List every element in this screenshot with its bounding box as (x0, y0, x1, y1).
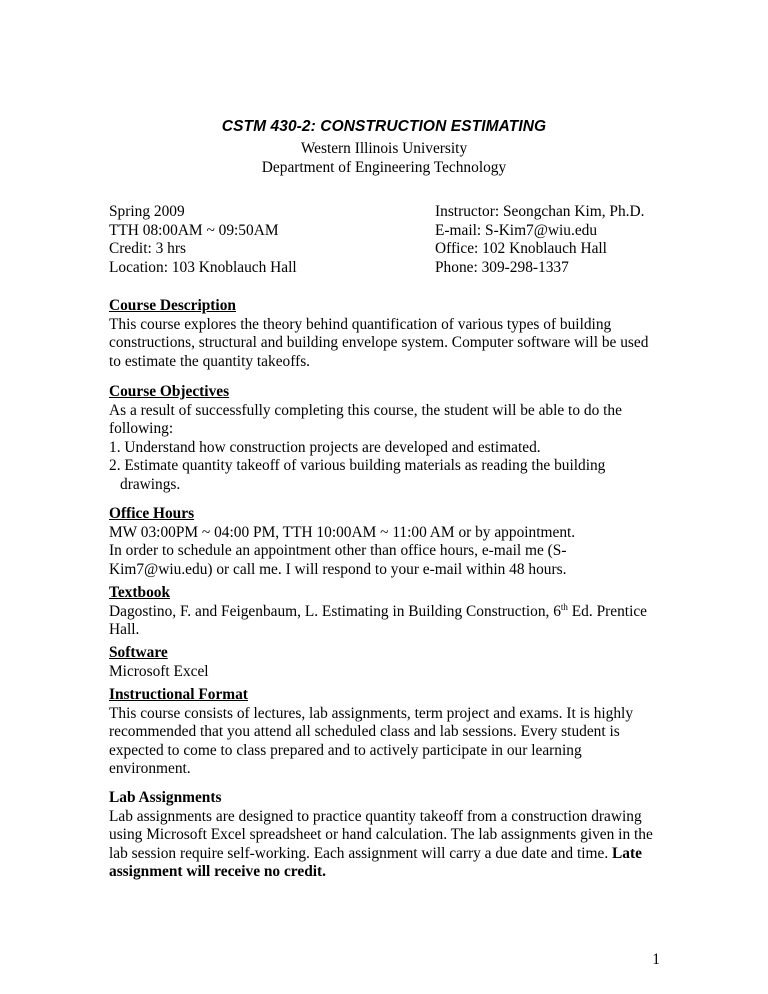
paragraph-line: to estimate the quantity takeoffs. (109, 352, 311, 370)
textbook-citation (109, 603, 661, 622)
late-policy-text: Late (612, 844, 642, 862)
citation-text: Dagostino, F. and Feigenbaum, L. Estimating in Building Construction, 6 (109, 602, 561, 620)
department-name: Department of Engineering Technology (261, 159, 507, 176)
objective-item: 2. Estimate quantity takeoff of various building materials as reading the building (109, 457, 606, 475)
instructor: Instructor: Seongchan Kim, Ph.D. (435, 203, 645, 220)
page-number: 1 (652, 951, 660, 968)
paragraph-line: using Microsoft Excel spreadsheet or hand calculation. The lab assignments given in the (109, 826, 653, 844)
paragraph-line: recommended that you attend all scheduled class and lab sessions. Every student is (109, 723, 620, 741)
textbook-section (109, 584, 661, 640)
course-objectives-section (109, 383, 661, 495)
paragraph-line: This course consists of lectures, lab assignments, term project and exams. It is highly (109, 704, 634, 722)
paragraph-line: This course explores the theory behind quantification of various types of building (109, 315, 612, 333)
paragraph-line: environment. (109, 760, 191, 778)
paragraph-line: Lab assignments are designed to practice quantity takeoff from a construction drawing (109, 807, 642, 825)
paragraph-line: Hall. (109, 621, 140, 639)
lab-text: lab session require self-working. Each assignment will carry a due date and time. (109, 844, 613, 862)
phone: Phone: 309-298-1337 (435, 258, 569, 276)
paragraph-line (109, 845, 661, 864)
citation-text: Ed. Prentice (567, 602, 648, 620)
course-info-left (109, 203, 297, 277)
university-name: Western Illinois University (300, 140, 468, 157)
meeting-time: TTH 08:00AM ~ 09:50AM (109, 221, 279, 239)
section-heading: Office Hours (109, 505, 195, 522)
objective-item: 1. Understand how construction projects are developed and estimated. (109, 438, 541, 456)
paragraph-line: As a result of successfully completing this course, the student will be able to do the (109, 401, 622, 419)
course-description-section (109, 297, 661, 371)
office: Office: 102 Knoblauch Hall (435, 240, 607, 258)
paragraph-line: Microsoft Excel (109, 662, 209, 680)
paragraph-line: expected to come to class prepared and to actively participate in our learning (109, 741, 582, 759)
late-policy-text: assignment will receive no credit. (109, 863, 327, 881)
course-info-right (435, 203, 644, 277)
credit-hours: Credit: 3 hrs (109, 240, 186, 258)
edition-superscript: th (560, 601, 568, 612)
paragraph-line: In order to schedule an appointment other than office hours, e-mail me (S- (109, 542, 567, 560)
course-title: CSTM 430-2: CONSTRUCTION ESTIMATING (221, 118, 547, 135)
section-heading: Lab Assignments (109, 789, 222, 806)
email: E-mail: S-Kim7@wiu.edu (435, 221, 598, 239)
paragraph-line: constructions, structural and building envelope system. Computer software will be used (109, 334, 649, 352)
section-heading: Course Description (109, 297, 236, 314)
paragraph-line: MW 03:00PM ~ 04:00 PM, TTH 10:00AM ~ 11:00 AM or by appointment. (109, 523, 576, 541)
section-heading: Software (109, 644, 168, 661)
lab-assignments-section (109, 789, 661, 882)
section-heading: Instructional Format (109, 686, 248, 703)
location: Location: 103 Knoblauch Hall (109, 258, 297, 276)
office-hours-section (109, 505, 661, 579)
paragraph-line: Kim7@wiu.edu) or call me. I will respond to your e-mail within 48 hours. (109, 560, 567, 578)
semester: Spring 2009 (109, 203, 185, 220)
instructional-format-section (109, 686, 661, 779)
section-heading: Course Objectives (109, 383, 230, 400)
software-section (109, 644, 661, 681)
section-heading: Textbook (109, 584, 171, 601)
paragraph-line: following: (109, 420, 174, 438)
objective-item-continuation: drawings. (120, 475, 181, 493)
